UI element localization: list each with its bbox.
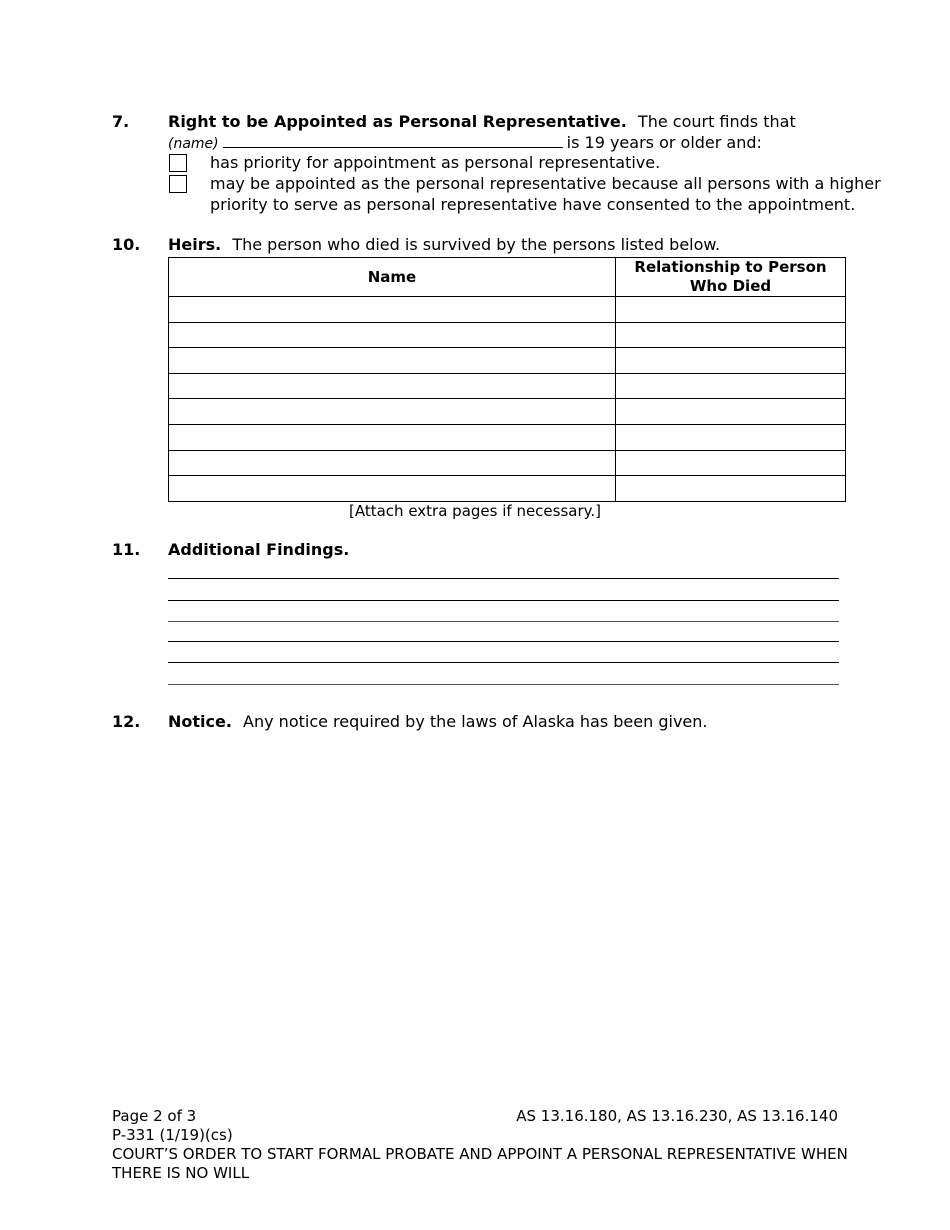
table-row xyxy=(169,373,846,399)
footer-page: Page 2 of 3 xyxy=(112,1107,197,1125)
heir-relationship-cell[interactable] xyxy=(616,297,846,323)
findings-line[interactable] xyxy=(168,684,839,685)
heir-name-cell[interactable] xyxy=(169,373,616,399)
footer-title-line1: COURT’S ORDER TO START FORMAL PROBATE AND APPOINT A PERSONAL REPRESENTATIVE WHEN xyxy=(112,1145,848,1163)
section-10-number: 10. xyxy=(112,235,141,254)
section-10 xyxy=(112,235,840,257)
section-12-text: Any notice required by the laws of Alaska has been given. xyxy=(243,712,708,731)
table-row xyxy=(169,476,846,502)
findings-line[interactable] xyxy=(168,641,839,642)
priority-option-text: has priority for appointment as personal representative. xyxy=(210,153,661,172)
priority-checkbox[interactable] xyxy=(169,154,187,172)
section-11 xyxy=(112,540,840,562)
attach-note: [Attach extra pages if necessary.] xyxy=(349,502,601,520)
table-row xyxy=(169,348,846,374)
section-12-number: 12. xyxy=(112,712,141,731)
section-11-number: 11. xyxy=(112,540,141,559)
consent-checkbox[interactable] xyxy=(169,175,187,193)
heir-relationship-cell[interactable] xyxy=(616,424,846,450)
consent-option-line2: priority to serve as personal representative have consented to the appointment. xyxy=(210,195,856,214)
table-row xyxy=(169,424,846,450)
name-field[interactable] xyxy=(223,133,563,148)
heirs-table xyxy=(168,257,846,502)
findings-line[interactable] xyxy=(168,578,839,579)
findings-line[interactable] xyxy=(168,662,839,663)
heir-relationship-cell[interactable] xyxy=(616,373,846,399)
heirs-name-header: Name xyxy=(169,258,616,297)
findings-line[interactable] xyxy=(168,600,839,601)
heir-relationship-cell[interactable] xyxy=(616,399,846,425)
heir-relationship-cell[interactable] xyxy=(616,322,846,348)
section-7-number: 7. xyxy=(112,112,130,131)
table-row xyxy=(169,297,846,323)
section-11-heading: Additional Findings. xyxy=(168,540,350,559)
section-7-lead: The court finds that xyxy=(637,112,796,131)
table-row xyxy=(169,399,846,425)
heir-name-cell[interactable] xyxy=(169,348,616,374)
table-row xyxy=(169,450,846,476)
heir-relationship-cell[interactable] xyxy=(616,348,846,374)
heir-relationship-cell[interactable] xyxy=(616,476,846,502)
section-7-heading: Right to be Appointed as Personal Representative. xyxy=(168,112,627,131)
heir-name-cell[interactable] xyxy=(169,450,616,476)
findings-line[interactable] xyxy=(168,621,839,622)
footer-form-id: P-331 (1/19)(cs) xyxy=(112,1126,233,1144)
footer-title-line2: THERE IS NO WILL xyxy=(112,1164,250,1182)
name-label: (name) xyxy=(168,136,219,152)
relationship-header-line2: Who Died xyxy=(689,277,772,295)
heir-name-cell[interactable] xyxy=(169,476,616,502)
section-10-heading: Heirs. xyxy=(168,235,222,254)
heir-name-cell[interactable] xyxy=(169,297,616,323)
heir-relationship-cell[interactable] xyxy=(616,450,846,476)
section-12-heading: Notice. xyxy=(168,712,232,731)
table-row xyxy=(169,322,846,348)
heirs-relationship-header xyxy=(616,258,846,297)
consent-option-line1: may be appointed as the personal representative because all persons with a higher xyxy=(210,174,881,193)
age-text: is 19 years or older and: xyxy=(566,133,762,152)
section-12 xyxy=(112,712,840,734)
heir-name-cell[interactable] xyxy=(169,399,616,425)
heir-name-cell[interactable] xyxy=(169,424,616,450)
footer-statutes: AS 13.16.180, AS 13.16.230, AS 13.16.140 xyxy=(516,1107,838,1125)
heirs-table-header xyxy=(169,258,846,297)
heir-name-cell[interactable] xyxy=(169,322,616,348)
relationship-header-line1: Relationship to Person xyxy=(634,258,827,276)
section-10-text: The person who died is survived by the persons listed below. xyxy=(232,235,721,254)
section-7 xyxy=(112,112,881,222)
